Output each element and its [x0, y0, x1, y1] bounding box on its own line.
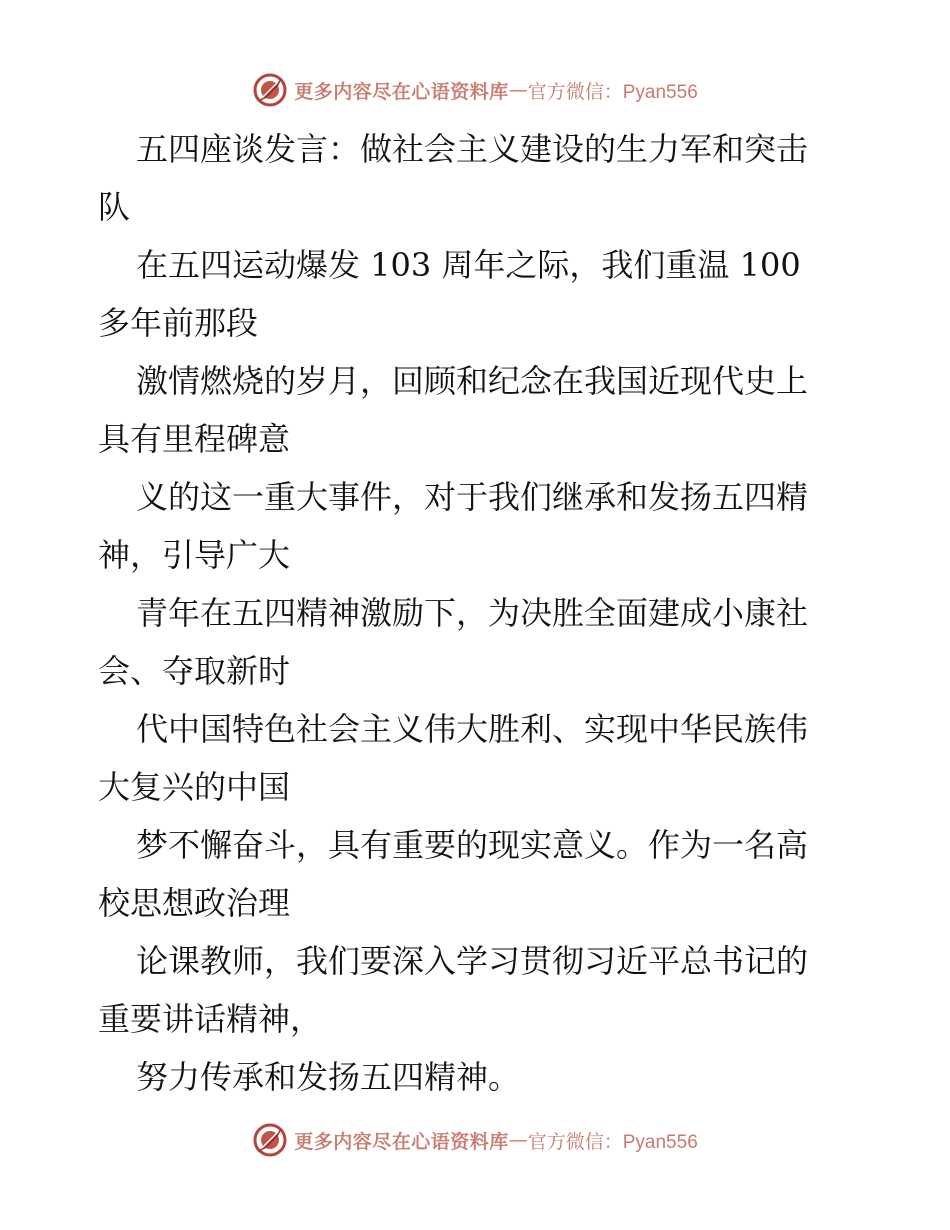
text-line: 论课教师，我们要深入学习贯彻习近平总书记的	[136, 942, 809, 980]
watermark-dash: —	[508, 1129, 528, 1151]
watermark-contact: 官方微信：Pyan556	[527, 81, 698, 103]
text-line: 会、夺取新时	[98, 652, 291, 690]
text-line: 在五四运动爆发 103 周年之际，我们重温 100	[136, 246, 801, 284]
text-line: 重要讲话精神，	[98, 1000, 323, 1038]
document-body	[98, 120, 858, 1106]
watermark-text: 更多内容尽在心语资料库	[294, 80, 509, 103]
text-line: 多年前那段	[98, 304, 259, 342]
text-line: 努力传承和发扬五四精神。	[136, 1058, 521, 1096]
quill-logo-icon	[252, 1122, 288, 1158]
header-watermark	[0, 70, 950, 110]
title-line-1: 五四座谈发言：做社会主义建设的生力军和突击	[136, 130, 809, 168]
text-line: 青年在五四精神激励下，为决胜全面建成小康社	[136, 594, 809, 632]
text-line: 梦不懈奋斗，具有重要的现实意义。作为一名高	[136, 826, 809, 864]
text-line: 代中国特色社会主义伟大胜利、实现中华民族伟	[136, 710, 809, 748]
title-line-2: 队	[98, 188, 131, 226]
watermark-text: 更多内容尽在心语资料库	[294, 1130, 509, 1153]
watermark-contact: 官方微信：Pyan556	[527, 1131, 698, 1153]
text-line: 激情燃烧的岁月，回顾和纪念在我国近现代史上	[136, 362, 809, 400]
quill-logo-icon	[252, 72, 288, 108]
text-line: 校思想政治理	[98, 884, 291, 922]
text-line: 义的这一重大事件，对于我们继承和发扬五四精	[136, 478, 809, 516]
text-line: 具有里程碑意	[98, 420, 291, 458]
text-line: 大复兴的中国	[98, 768, 291, 806]
watermark-dash: —	[508, 79, 528, 101]
text-line: 神，引导广大	[98, 536, 291, 574]
footer-watermark	[0, 1120, 950, 1160]
